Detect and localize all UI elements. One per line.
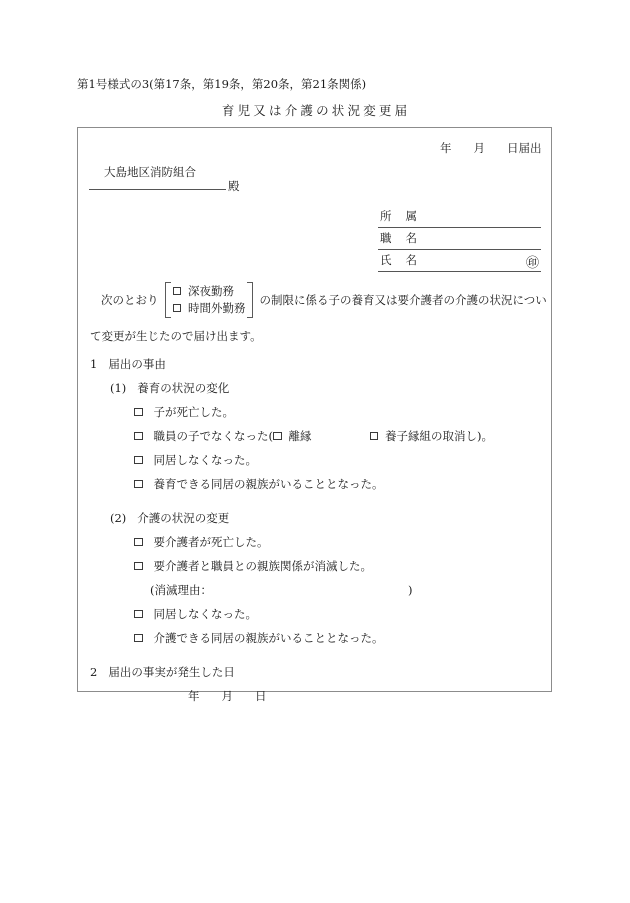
label-care-recipient-deceased: 要介護者が死亡した。: [153, 535, 269, 549]
check-row-relative-available-childcare[interactable]: [134, 476, 384, 492]
check-row-child-deceased[interactable]: [134, 404, 234, 420]
applicant-field-stack: [378, 206, 541, 272]
work-type-option-night[interactable]: [173, 283, 246, 300]
occurrence-date-row[interactable]: [188, 688, 267, 704]
field-row-job-title[interactable]: [378, 228, 541, 250]
reason-field-row[interactable]: [150, 582, 413, 598]
checkbox-dissolution-adoption[interactable]: [273, 432, 282, 441]
occurrence-day-label: 日: [255, 689, 267, 703]
occurrence-year-label: 年: [188, 689, 200, 703]
checkbox-overtime-duty[interactable]: [173, 304, 182, 313]
subsection-1-1-heading: (1) 養育の状況の変化: [110, 381, 230, 395]
clause-continuation-text: て変更が生じたので届け出ます。: [90, 329, 262, 343]
field-label-job-title: 職 名: [380, 231, 417, 245]
check-row-care-recipient-deceased[interactable]: [134, 534, 269, 550]
form-code: 第1号様式の3(第17条，第19条，第20条，第21条関係): [77, 77, 367, 91]
work-type-option-overtime[interactable]: [173, 300, 246, 317]
submit-year-label: 年: [440, 141, 452, 155]
label-relative-available-childcare: 養育できる同居の親族がいることとなった。: [153, 477, 384, 491]
label-adoption-cancelled: 養子縁組の取消し: [385, 429, 477, 443]
label-night-duty: 深夜勤務: [188, 284, 234, 298]
check-row-no-longer-child[interactable]: [134, 428, 493, 444]
field-label-affiliation: 所 属: [380, 209, 417, 223]
check-row-kinship-extinguished[interactable]: [134, 558, 372, 574]
submit-month-label: 月: [473, 141, 485, 155]
label-not-cohabiting-care: 同居しなくなった。: [153, 607, 257, 621]
checkbox-adoption-cancelled[interactable]: [370, 432, 379, 441]
checkbox-no-longer-child[interactable]: [134, 432, 143, 441]
page-title: 育児又は介護の状況変更届: [221, 103, 411, 118]
submission-date-line: [418, 140, 542, 156]
label-dissolution-adoption: 離縁: [288, 429, 312, 443]
clause-tail-text: の制限に係る子の養育又は要介護者の介護の状況につい: [259, 293, 547, 307]
submit-day-label: 日届出: [507, 141, 542, 155]
seal-stamp-icon: ㊞: [525, 256, 539, 271]
addressee-honorific: 殿: [228, 179, 240, 193]
section-2-heading: 2 届出の事実が発生した日: [90, 665, 235, 679]
check-row-not-cohabiting-care[interactable]: [134, 606, 257, 622]
clause-lead-text: 次のとおり: [101, 293, 159, 307]
label-child-deceased: 子が死亡した。: [153, 405, 234, 419]
label-no-longer-child-after: )。: [477, 429, 493, 443]
subsection-1-2-heading: (2) 介護の状況の変更: [110, 511, 230, 525]
reason-field-close: ): [408, 583, 413, 597]
checkbox-night-duty[interactable]: [173, 287, 182, 296]
field-label-name: 氏 名: [380, 253, 417, 267]
label-no-longer-child-before: 職員の子でなくなった(: [153, 429, 273, 443]
addressee-write-rule[interactable]: [89, 189, 226, 190]
check-row-relative-available-care[interactable]: [134, 630, 384, 646]
addressee-organization: 大島地区消防組合: [104, 165, 196, 179]
checkbox-child-deceased[interactable]: [134, 408, 143, 417]
work-type-bracket-group: [165, 282, 253, 318]
checkbox-not-cohabiting-childcare[interactable]: [134, 456, 143, 465]
label-not-cohabiting-childcare: 同居しなくなった。: [153, 453, 257, 467]
checkbox-care-recipient-deceased[interactable]: [134, 538, 143, 547]
section-1-heading: 1 届出の事由: [90, 357, 166, 371]
reason-field-label: (消滅理由：: [150, 583, 212, 597]
checkbox-not-cohabiting-care[interactable]: [134, 610, 143, 619]
clause-statement: [101, 280, 547, 320]
field-row-affiliation[interactable]: [378, 206, 541, 228]
label-overtime-duty: 時間外勤務: [188, 301, 246, 315]
label-kinship-extinguished: 要介護者と職員との親族関係が消滅した。: [153, 559, 372, 573]
occurrence-month-label: 月: [221, 689, 233, 703]
checkbox-relative-available-care[interactable]: [134, 634, 143, 643]
check-row-not-cohabiting-childcare[interactable]: [134, 452, 257, 468]
field-row-name[interactable]: [378, 250, 541, 272]
checkbox-relative-available-childcare[interactable]: [134, 480, 143, 489]
label-relative-available-care: 介護できる同居の親族がいることとなった。: [153, 631, 384, 645]
checkbox-kinship-extinguished[interactable]: [134, 562, 143, 571]
form-border-box: [77, 127, 552, 703]
